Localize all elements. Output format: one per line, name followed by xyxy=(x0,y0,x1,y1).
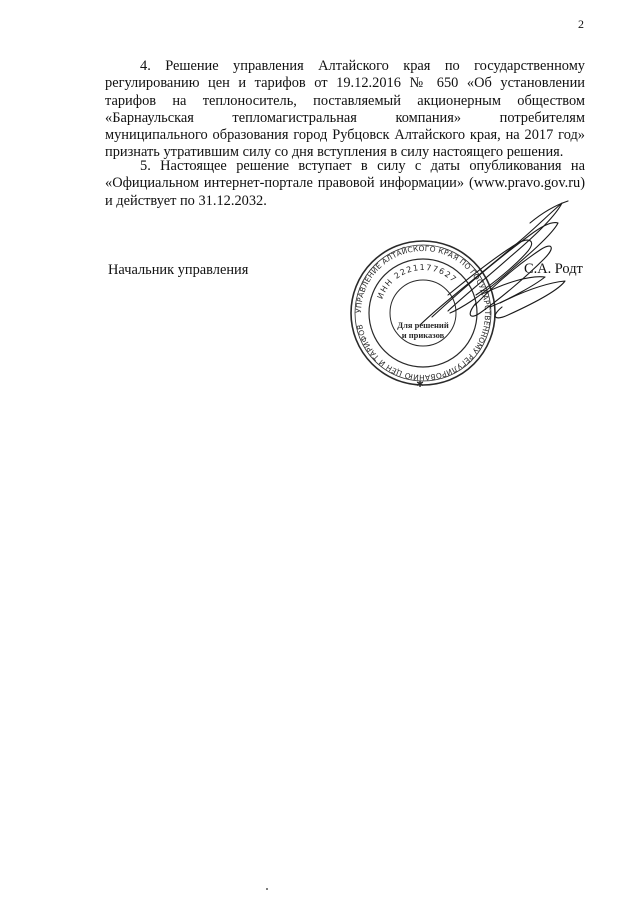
stamp-seal xyxy=(351,241,495,385)
paragraph-4: 4. Решение управления Алтайского края по государственному регулированию цен и тарифов от 19.12.2016 № 650 «Об установлении тарифов на теплоноситель, поставляемый акционерным обществом «Барнаульская тепломагистральная компания» потребителям муниципального образования город Рубцовск Алтайского края, на 2017 год» признать утратившим силу со дня вступления в силу настоящего решения. xyxy=(105,58,585,161)
stamp-star-icon: ✱ xyxy=(416,379,424,389)
page-number: 2 xyxy=(578,17,584,31)
stamp-center-line-2: и приказов xyxy=(401,330,445,340)
stamp-center-line-1: Для решений xyxy=(397,320,449,330)
paragraph-5: 5. Настоящее решение вступает в силу с даты опубликования на «Официальном интернет-портале правовой информации» (www.pravo.gov.ru) и действует по 31.12.2032. xyxy=(105,158,585,209)
signatory-title: Начальник управления xyxy=(108,262,249,278)
official-stamp xyxy=(330,195,595,405)
signatory-name: С.А. Родт xyxy=(524,261,583,277)
stamp-inn-text: ИНН 2221177627 xyxy=(375,262,459,301)
svg-text:ИНН 2221177627 xyxy=(376,263,459,300)
stamp-outer-text: УПРАВЛЕНИЕ АЛТАЙСКОГО КРАЯ ПО ГОСУДАРСТВЕННОМУ РЕГУЛИРОВАНИЮ ЦЕН И ТАРИФОВ xyxy=(353,243,493,383)
footer-mark xyxy=(266,888,268,890)
